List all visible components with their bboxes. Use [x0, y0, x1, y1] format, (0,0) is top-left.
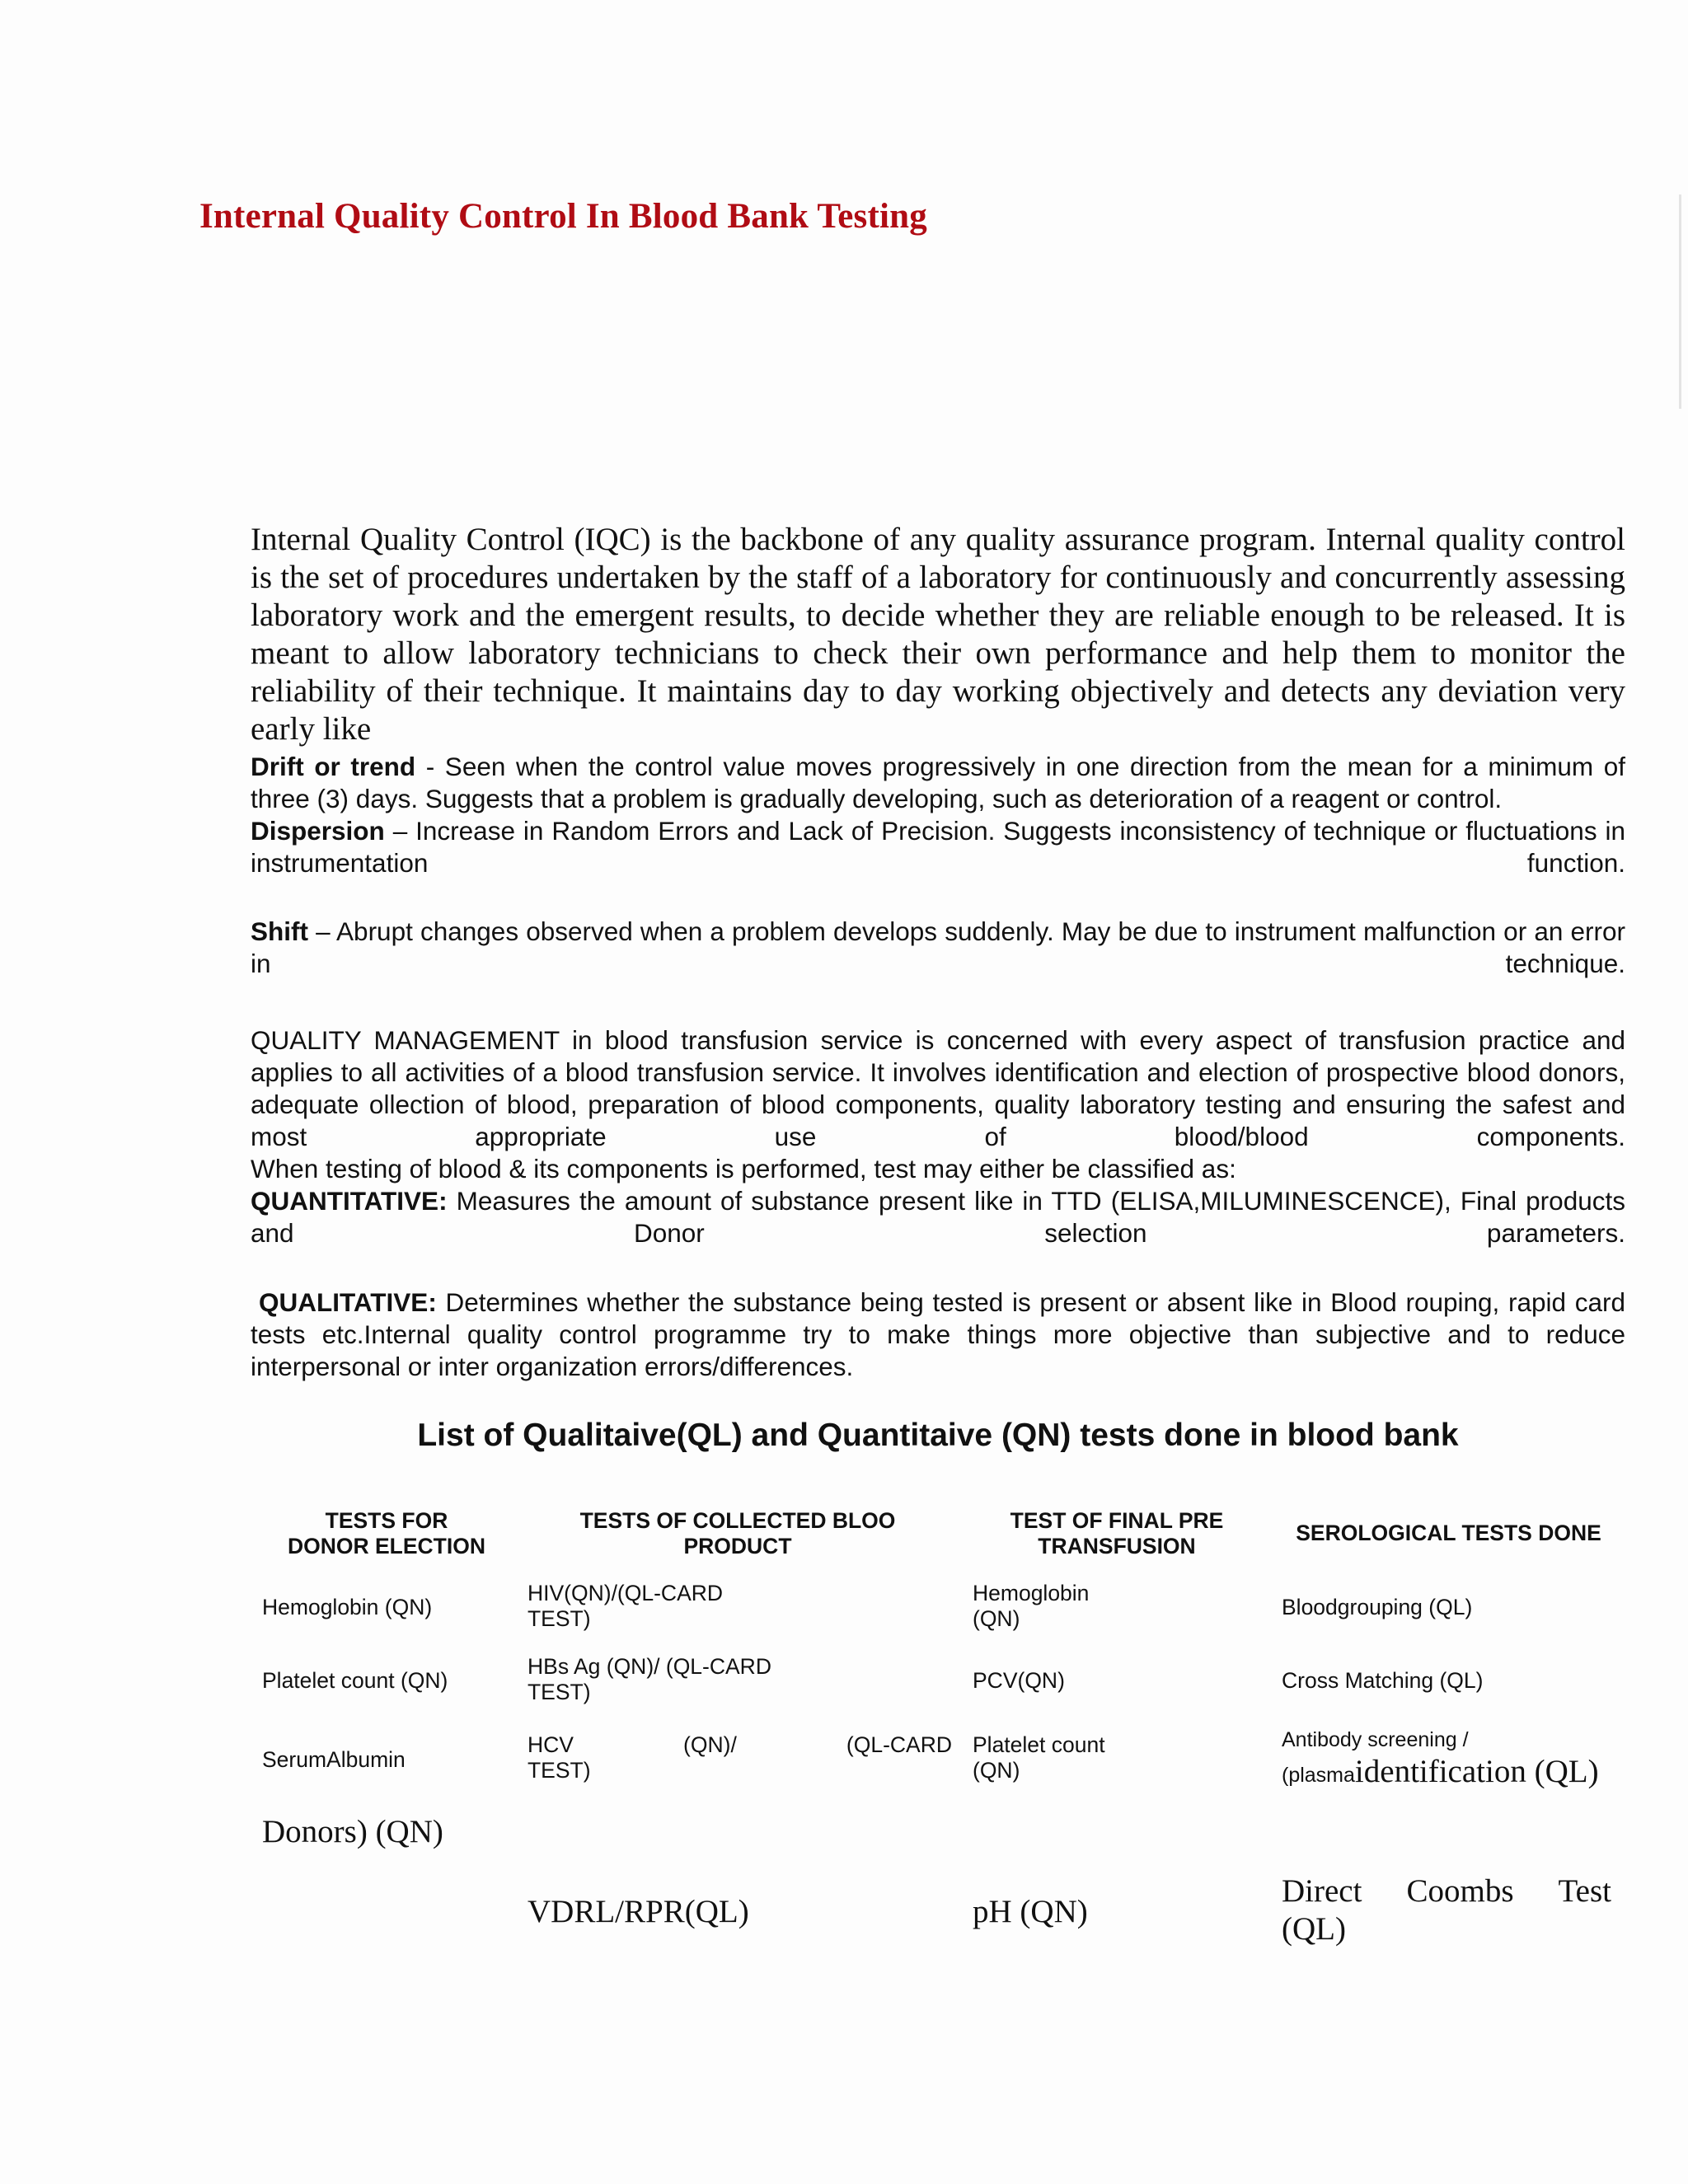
drift-text: - Seen when the control value moves progressively in one direction from the mean for a minimum of three (3) days. Suggests that a problem is gradually developing, such as deterioration of a reagent or control. — [251, 752, 1625, 813]
cell-word: HCV — [528, 1732, 574, 1757]
cell-line: TEST) — [528, 1758, 591, 1783]
cell-word: identification (QL) — [1354, 1754, 1599, 1789]
drift-term: Drift or trend — [251, 752, 416, 781]
scan-edge-artifact — [1679, 194, 1681, 409]
table-cell: Bloodgrouping (QL) — [1282, 1595, 1473, 1619]
shift-text: – Abrupt changes observed when a problem develops suddenly. May be due to instrument malfunction or an error in technique. — [251, 916, 1625, 978]
table-header-donor-selection — [251, 1508, 523, 1559]
cell-word: (plasma — [1282, 1764, 1355, 1787]
table-cell — [528, 1654, 771, 1705]
table-cell: Cross Matching (QL) — [1282, 1668, 1484, 1693]
quality-management-paragraph: QUALITY MANAGEMENT in blood transfusion service is concerned with every aspect of transfusion practice and applies to all activities of a blood transfusion service. It involves identification and election of prospective blood donors, adequate ollection of blood, preparation of blood components, quality laboratory testing and ensuring the safest and most appropriate use of blood/blood components. — [251, 1025, 1625, 1151]
cell-line: HIV(QN)/(QL-CARD — [528, 1581, 724, 1605]
cell-line: (QN) — [973, 1758, 1020, 1783]
table-header-collected-product — [528, 1508, 948, 1559]
table-cell — [528, 1581, 723, 1632]
cell-line: HBs Ag (QN)/ (QL-CARD — [528, 1654, 771, 1679]
table-cell: VDRL/RPR(QL) — [528, 1894, 749, 1929]
dispersion-text: – Increase in Random Errors and Lack of Precision. Suggests inconsistency of technique or fluctuations in instrumentation function. — [251, 816, 1625, 878]
cell-line: Antibody screening / — [1282, 1728, 1469, 1751]
header-line: TRANSFUSION — [1038, 1534, 1196, 1558]
cell-word: (QN)/ — [683, 1732, 737, 1757]
table-cell: Hemoglobin (QN) — [262, 1595, 433, 1619]
table-cell — [1282, 1872, 1611, 1948]
classified-line: When testing of blood & its components is performed, test may either be classified as: — [251, 1154, 1236, 1183]
cell-line — [1282, 1872, 1611, 1910]
table-cell: PCV(QN) — [973, 1668, 1065, 1693]
cell-line: Platelet count — [973, 1732, 1105, 1757]
header-line: TESTS FOR — [325, 1508, 448, 1533]
cell-line: (QN) — [973, 1606, 1020, 1631]
table-cell — [973, 1581, 1089, 1632]
table-header-serological — [1282, 1521, 1615, 1546]
list-title: List of Qualitaive(QL) and Quantitaive (QN) tests done in blood bank — [417, 1418, 1459, 1453]
shift-term: Shift — [251, 916, 308, 946]
table-cell: Donors) (QN) — [262, 1814, 443, 1849]
table-cell — [973, 1732, 1105, 1783]
dispersion-paragraph — [251, 815, 1625, 879]
cell-line — [528, 1732, 952, 1758]
table-header-final-pre-transfusion — [973, 1508, 1261, 1559]
cell-line — [1282, 1753, 1615, 1790]
cell-line: Hemoglobin — [973, 1581, 1090, 1605]
table-cell: SerumAlbumin — [262, 1747, 406, 1772]
header-line: PRODUCT — [683, 1534, 792, 1558]
qualitative-term: QUALITATIVE: — [259, 1287, 437, 1317]
drift-paragraph — [251, 751, 1625, 815]
table-cell: pH (QN) — [973, 1894, 1088, 1929]
table-cell: Platelet count (QN) — [262, 1668, 448, 1693]
document-title: Internal Quality Control In Blood Bank Testing — [199, 197, 927, 236]
shift-paragraph — [251, 916, 1625, 980]
cell-line: TEST) — [528, 1680, 591, 1704]
header-line: TESTS OF COLLECTED BLOO — [579, 1508, 896, 1533]
table-cell — [1282, 1727, 1615, 1790]
cell-word: Test — [1558, 1873, 1611, 1909]
cell-word: Direct — [1282, 1873, 1362, 1909]
quantitative-text: Measures the amount of substance present like in TTD (ELISA,MILUMINESCENCE), Final products and Donor selection parameters. — [251, 1186, 1625, 1248]
qualitative-paragraph — [251, 1286, 1625, 1383]
table-cell — [528, 1732, 952, 1783]
cell-line: (QL) — [1282, 1911, 1346, 1947]
header-line: SEROLOGICAL TESTS DONE — [1296, 1521, 1601, 1545]
intro-paragraph: Internal Quality Control (IQC) is the backbone of any quality assurance program. Internal quality control is the set of procedures undertaken by the staff of a laboratory for continuously and concurrently assessing laboratory work and the emergent results, to decide whether they are reliable enough to be released. It is meant to allow laboratory technicians to check their own performance and help them to monitor the reliability of their technique. It maintains day to day working objectively and detects any deviation very early like — [251, 522, 1625, 747]
header-line: DONOR ELECTION — [288, 1534, 485, 1558]
quantitative-term: QUANTITATIVE: — [251, 1186, 448, 1216]
quantitative-paragraph — [251, 1185, 1625, 1249]
cell-word: Coombs — [1406, 1873, 1514, 1909]
dispersion-term: Dispersion — [251, 816, 385, 846]
cell-line: TEST) — [528, 1606, 591, 1631]
header-line: TEST OF FINAL PRE — [1010, 1508, 1224, 1533]
cell-word: (QL-CARD — [846, 1732, 952, 1757]
qualitative-text: Determines whether the substance being tested is present or absent like in Blood rouping, rapid card tests etc.Internal quality control programme try to make things more objective than subjective and to reduce interpersonal or inter organization errors/differences. — [251, 1287, 1625, 1381]
